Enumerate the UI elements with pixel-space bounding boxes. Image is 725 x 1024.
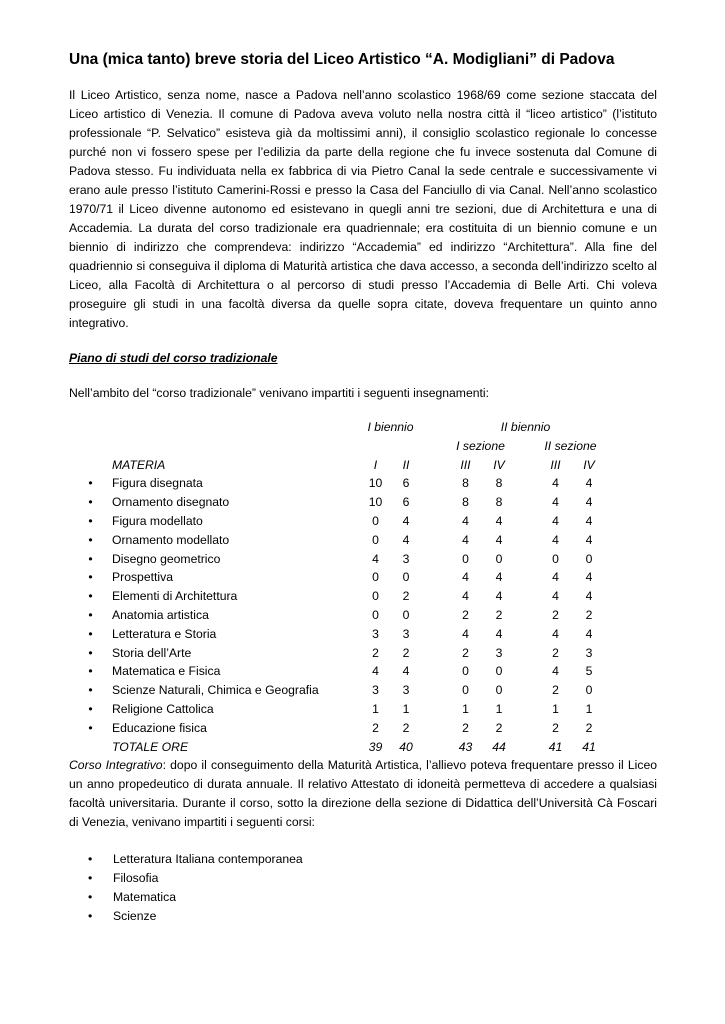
subject-name: Letteratura e Storia	[112, 626, 217, 641]
history-paragraph: Il Liceo Artistico, senza nome, nasce a Padova nell’anno scolastico 1968/69 come sezione staccata del Liceo artistico di Venezia. Il comune di Padova aveva voluto nella nostra città il “liceo artistico” (l’istituto professionale “P. Selvatico” esisteva già da moltissimi anni), il consiglio scolastico regionale lo concesse purché non vi fossero spese per l’edilizia da parte della regione che fu invece sostenuta dal Comune di Padova stesso. Fu individuata nella ex fabbrica di via Pietro Canal la sede centrale e successivamente vi erano aule presso l’istituto Camerini-Rossi e presso la Casa del Fanciullo di via Canal. Nell’anno scolastico 1970/71 il Liceo divenne autonomo ed esistevano in quegli anni tre sezioni, due di Architettura e una di Accademia. La durata del corso tradizionale era quadriennale; era costituita di un biennio comune e un biennio di indirizzo che comprendeva: indirizzo “Accademia” ed indirizzo “Architettura”. Alla fine del quadriennio si conseguiva il diploma di Maturità artistica che dava accesso, a seconda dell’indirizzo scelto al Liceo, alla Facoltà di Architettura o al percorso di studi presso l’Accademia di Belle Arti. Chi voleva proseguire gli studi in una facoltà diversa da quelle sopra citate, doveva frequentare un quinto anno integrativo.	[69, 88, 657, 330]
hours-cell: 0	[402, 607, 410, 622]
bullet: •	[88, 626, 93, 641]
table-row	[69, 625, 604, 644]
hours-cell: 4	[552, 495, 559, 510]
hours-cell: 2	[402, 720, 410, 735]
bullet: •	[88, 495, 93, 510]
hours-cell: 0	[495, 664, 503, 679]
hours-cell: 0	[495, 551, 503, 566]
hours-cell: 4	[462, 532, 469, 547]
subject-name: Scienze Naturali, Chimica e Geografia	[112, 683, 319, 698]
hours-cell: 2	[462, 607, 469, 622]
hours-cell: 0	[462, 683, 469, 698]
table-row	[69, 700, 604, 719]
list-item	[69, 850, 657, 869]
table-group-header-row	[69, 418, 604, 437]
bullet: •	[88, 570, 93, 585]
bullet: •	[88, 871, 93, 886]
course-name: Scienze	[113, 909, 157, 924]
hours-cell: 0	[402, 570, 410, 585]
hours-cell: 4	[585, 626, 593, 641]
hours-cell: 4	[585, 513, 593, 528]
section-one-header: I sezione	[456, 438, 505, 453]
hours-cell: 4	[585, 589, 593, 604]
subject-name: Religione Cattolica	[112, 701, 214, 716]
bullet: •	[88, 551, 93, 566]
hours-cell: 4	[372, 551, 379, 566]
integrative-courses-list	[69, 850, 657, 926]
table-total-row	[69, 738, 604, 757]
hours-cell: 4	[585, 570, 593, 585]
hours-cell: 4	[552, 626, 559, 641]
subject-name: Matematica e Fisica	[112, 664, 221, 679]
hours-cell: 3	[585, 645, 593, 660]
table-column-header-row	[69, 456, 604, 475]
list-item	[69, 888, 657, 907]
hours-cell: 4	[402, 513, 410, 528]
hours-cell: 8	[462, 495, 469, 510]
hours-cell: 0	[372, 532, 379, 547]
table-row	[69, 568, 604, 587]
subject-name: Elementi di Architettura	[112, 589, 238, 604]
group-second-biennium: II biennio	[500, 420, 551, 434]
total-cell: 43	[458, 739, 473, 754]
hours-cell: 4	[585, 495, 593, 510]
list-item	[69, 869, 657, 888]
integrative-course-text: : dopo il conseguimento della Maturità Artistica, l’allievo poteva frequentare presso il Liceo un anno propedeutico di durata annuale. Il relativo Attestato di idoneità permetteva di accedere a qualsiasi facoltà universitaria. Durante il corso, sotto la direzione della sezione di Didattica dell’Università Cà Foscari di Venezia, venivano impartiti i seguenti corsi:	[69, 758, 657, 830]
hours-cell: 2	[552, 720, 559, 735]
hours-cell: 2	[552, 645, 559, 660]
bullet: •	[88, 890, 93, 905]
hours-cell: 0	[495, 683, 503, 698]
total-cell: 40	[399, 739, 413, 754]
subject-name: Prospettiva	[112, 570, 173, 585]
hours-cell: 2	[462, 720, 469, 735]
total-cell: 41	[548, 739, 563, 754]
hours-cell: 4	[495, 532, 503, 547]
hours-cell: 3	[372, 626, 379, 641]
table-section-header-row	[69, 437, 604, 456]
bullet: •	[88, 701, 93, 716]
hours-cell: 4	[462, 570, 469, 585]
hours-cell: 2	[372, 720, 379, 735]
bullet: •	[88, 645, 93, 660]
table-row	[69, 474, 604, 493]
hours-cell: 3	[495, 645, 503, 660]
hours-cell: 4	[402, 664, 410, 679]
column-header-year: I	[373, 457, 378, 472]
subject-name: Anatomia artistica	[112, 607, 209, 622]
bullet: •	[88, 664, 93, 679]
table-row	[69, 719, 604, 738]
hours-cell: 1	[495, 701, 503, 716]
hours-cell: 3	[372, 683, 379, 698]
hours-cell: 2	[372, 645, 379, 660]
hours-cell: 2	[402, 645, 410, 660]
hours-cell: 4	[462, 626, 469, 641]
hours-cell: 0	[552, 551, 559, 566]
study-plan-heading: Piano di studi del corso tradizionale	[69, 351, 278, 365]
hours-cell: 1	[585, 701, 593, 716]
column-header-year: II	[402, 457, 410, 472]
column-header-year: III	[550, 457, 561, 472]
total-label: TOTALE ORE	[112, 739, 189, 754]
total-cell: 44	[492, 739, 506, 754]
hours-cell: 2	[402, 589, 410, 604]
table-row	[69, 531, 604, 550]
bullet: •	[88, 909, 93, 924]
hours-cell: 4	[552, 532, 559, 547]
hours-cell: 4	[495, 513, 503, 528]
hours-cell: 0	[372, 589, 379, 604]
subject-name: Ornamento disegnato	[112, 495, 230, 510]
hours-cell: 2	[552, 607, 559, 622]
course-name: Matematica	[113, 890, 176, 905]
bullet: •	[88, 513, 93, 528]
table-row	[69, 681, 604, 700]
hours-cell: 4	[462, 513, 469, 528]
hours-cell: 1	[402, 701, 410, 716]
hours-cell: 4	[585, 476, 593, 491]
hours-cell: 8	[495, 476, 503, 491]
subject-name: Figura modellato	[112, 513, 203, 528]
hours-cell: 4	[552, 570, 559, 585]
hours-cell: 4	[462, 589, 469, 604]
group-first-biennium: I biennio	[367, 420, 414, 434]
bullet: •	[88, 852, 93, 867]
hours-cell: 4	[495, 570, 503, 585]
hours-cell: 2	[585, 607, 593, 622]
hours-cell: 0	[462, 551, 469, 566]
subject-name: Storia dell’Arte	[112, 645, 192, 660]
total-cell: 41	[582, 739, 596, 754]
hours-cell: 4	[495, 589, 503, 604]
bullet: •	[88, 720, 93, 735]
hours-cell: 6	[402, 476, 410, 491]
hours-cell: 5	[585, 664, 593, 679]
hours-cell: 3	[402, 551, 410, 566]
hours-cell: 1	[372, 701, 379, 716]
hours-cell: 4	[552, 589, 559, 604]
hours-cell: 4	[585, 532, 593, 547]
subject-name: Figura disegnata	[112, 476, 203, 491]
hours-cell: 1	[462, 701, 469, 716]
course-name: Filosofia	[113, 871, 159, 886]
hours-cell: 0	[372, 607, 379, 622]
hours-cell: 0	[462, 664, 469, 679]
hours-cell: 8	[495, 495, 503, 510]
subject-name: Educazione fisica	[112, 720, 207, 735]
hours-cell: 10	[368, 495, 383, 510]
table-row	[69, 587, 604, 606]
section-two-header: II sezione	[544, 438, 597, 453]
hours-cell: 4	[552, 664, 559, 679]
table-row	[69, 493, 604, 512]
hours-cell: 1	[552, 701, 559, 716]
hours-cell: 4	[372, 664, 379, 679]
hours-cell: 3	[402, 683, 410, 698]
bullet: •	[88, 607, 93, 622]
bullet: •	[88, 532, 93, 547]
hours-cell: 0	[585, 683, 593, 698]
column-header-materia: MATERIA	[112, 457, 166, 472]
hours-cell: 2	[462, 645, 469, 660]
bullet: •	[88, 476, 93, 491]
hours-cell: 2	[495, 607, 503, 622]
list-item	[69, 907, 657, 926]
course-name: Letteratura Italiana contemporanea	[113, 852, 303, 867]
document-page	[69, 50, 657, 926]
column-header-year: III	[460, 457, 471, 472]
column-header-year: IV	[583, 457, 595, 472]
integrative-course-label: Corso Integrativo	[69, 758, 163, 773]
document-title: Una (mica tanto) breve storia del Liceo Artistico “A. Modigliani” di Padova	[69, 51, 615, 68]
study-plan-intro: Nell’ambito del “corso tradizionale” venivano impartiti i seguenti insegnamenti:	[69, 386, 489, 400]
total-cell: 39	[368, 739, 383, 754]
table-row	[69, 512, 604, 531]
hours-cell: 0	[372, 570, 379, 585]
hours-cell: 8	[462, 476, 469, 491]
column-header-year: IV	[493, 457, 505, 472]
hours-cell: 2	[552, 683, 559, 698]
bullet: •	[88, 589, 93, 604]
hours-cell: 3	[402, 626, 410, 641]
study-plan-table	[69, 418, 604, 756]
integrative-course-paragraph	[69, 756, 657, 832]
hours-cell: 2	[495, 720, 503, 735]
subject-name: Disegno geometrico	[112, 551, 221, 566]
hours-cell: 10	[368, 476, 383, 491]
table-row	[69, 550, 604, 569]
bullet: •	[88, 683, 93, 698]
hours-cell: 4	[495, 626, 503, 641]
hours-cell: 2	[585, 720, 593, 735]
hours-cell: 0	[372, 513, 379, 528]
subject-name: Ornamento modellato	[112, 532, 230, 547]
hours-cell: 6	[402, 495, 410, 510]
hours-cell: 0	[585, 551, 593, 566]
table-row	[69, 644, 604, 663]
table-row	[69, 662, 604, 681]
hours-cell: 4	[552, 513, 559, 528]
table-row	[69, 606, 604, 625]
hours-cell: 4	[552, 476, 559, 491]
hours-cell: 4	[402, 532, 410, 547]
